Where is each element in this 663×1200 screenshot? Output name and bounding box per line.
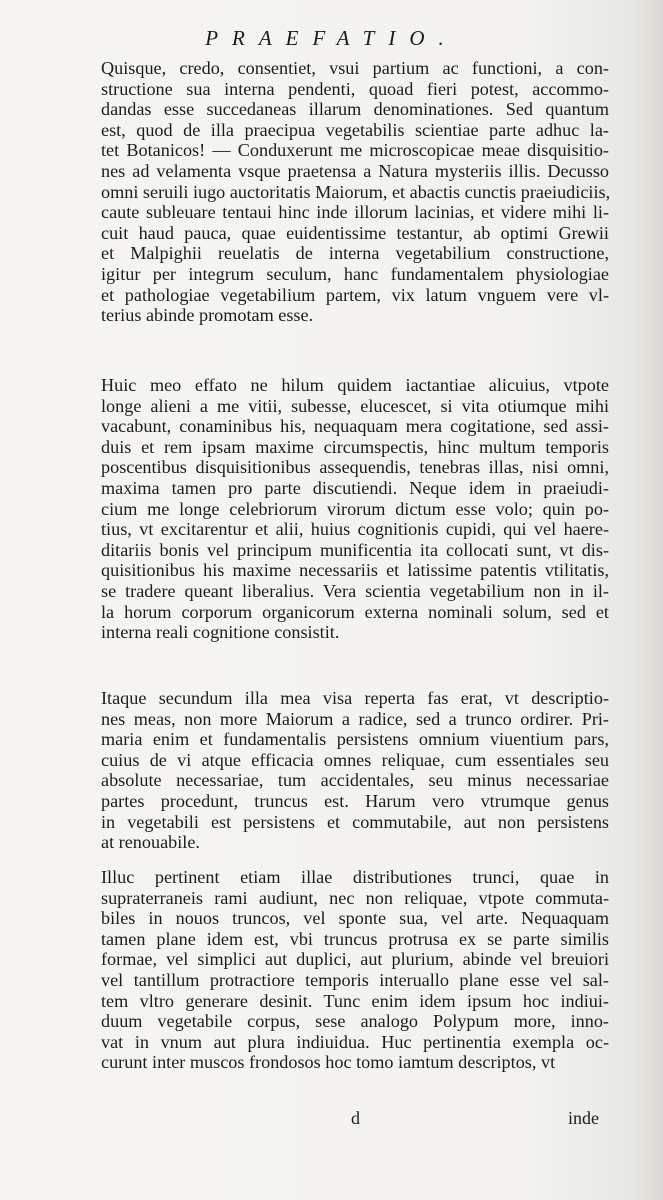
text-line: tet Botanicos! — Conduxerunt me microscopicae meae disquisitio- — [101, 140, 609, 161]
text-line: dandas esse succedaneas illarum denominationes. Sed quantum — [101, 99, 609, 120]
paragraph-1 — [101, 58, 609, 326]
text-line: supraterraneis rami audiunt, nec non reliquae, vtpote commuta- — [101, 887, 609, 908]
text-line: Huic meo effato ne hilum quidem iactantiae alicuius, vtpote — [101, 375, 609, 395]
text-line: la horum corporum organicorum externa nominali solum, sed et — [101, 601, 609, 622]
text-line: terius abinde promotam esse. — [101, 305, 314, 326]
text-line: vacabunt, conaminibus his, nequaquam mera cogitatione, sed assi- — [101, 416, 609, 437]
paragraph-4 — [101, 867, 609, 1073]
text-line: quisitionibus his maxime necessariis et latissime patentis vtilitatis, — [101, 560, 609, 581]
text-line: ditariis bonis vel principum munificentia ita collocati sunt, vt dis- — [101, 539, 609, 560]
text-line: est, quod de illa praecipua vegetabilis scientiae parte adhuc la- — [101, 119, 609, 140]
running-head: PRAEFATIO. — [205, 26, 458, 50]
text-line: et pathologiae vegetabilium partem, vix latum vnguem vere vl- — [101, 284, 609, 305]
text-line: longe alieni a me vitii, subesse, elucescet, si vita otiumque mihi — [101, 395, 609, 416]
text-line: Illuc pertinent etiam illae distributiones trunci, quae in — [101, 867, 609, 887]
signature-mark: d — [351, 1108, 360, 1128]
text-line: omni seruili iugo auctoritatis Maiorum, et abactis cunctis praeiudiciis, — [101, 181, 611, 202]
text-line: partes procedunt, truncus est. Harum vero vtrumque genus — [101, 790, 609, 811]
text-line: tem vltro generare desinit. Tunc enim idem ipsum hoc indiui- — [101, 990, 609, 1011]
text-line: duis et rem ipsam maxime circumspectis, hinc multum temporis — [101, 436, 609, 457]
text-line: nes ad velamenta vsque praetensa a Natura mysteriis illis. Decusso — [101, 160, 609, 181]
text-line: poscentibus disquisitionibus assequendis, tenebras illas, nisi omni, — [101, 457, 609, 478]
text-line: Quisque, credo, consentiet, vsui partium ac functioni, a con- — [101, 58, 609, 78]
text-line: vel tantillum protractiore temporis interuallo plane esse vel sal- — [101, 969, 609, 990]
text-line: vat in vnum aut plura indiuidua. Huc pertinentia exempla oc- — [101, 1031, 609, 1052]
text-line: igitur per integrum seculum, hanc fundamentalem physiologiae — [101, 263, 609, 284]
text-line: biles in nouos truncos, vel sponte sua, vel arte. Nequaquam — [101, 908, 609, 929]
paragraph-3 — [101, 688, 609, 853]
text-line: tius, vt excitarentur et alii, huius cognitionis cupidi, qui vel haere- — [101, 519, 609, 540]
text-line: curunt inter muscos frondosos hoc tomo iamtum descriptos, vt — [101, 1052, 556, 1073]
text-line: maxima tamen pro parte discutiendi. Neque idem in praeiudi- — [101, 477, 609, 498]
text-line: cuit haud pauca, quae euidentissime testantur, ab optimi Grewii — [101, 222, 609, 243]
text-line: in vegetabili est persistens et commutabile, aut non persistens — [101, 811, 609, 832]
text-line: at renouabile. — [101, 832, 200, 853]
text-line: cium me longe celebriorum virorum dictum esse volo; quin po- — [101, 498, 609, 519]
text-line: formae, vel simplici aut duplici, aut plurium, abinde vel breuiori — [101, 949, 609, 970]
text-line: structione sua interna pendenti, quoad fieri potest, accommo- — [101, 78, 609, 99]
text-line: se tradere queant liberalius. Vera scientia vegetabilium non in il- — [101, 580, 609, 601]
paragraph-2 — [101, 375, 609, 643]
text-line: Itaque secundum illa mea visa reperta fas erat, vt descriptio- — [101, 688, 609, 708]
text-line: et Malpighii reuelatis de interna vegetabilium constructione, — [101, 243, 609, 264]
text-line: nes meas, non more Maiorum a radice, sed a trunco ordirer. Pri- — [101, 708, 609, 729]
text-line: maria enim et fundamentalis persistens omnium viuentium pars, — [101, 729, 609, 750]
text-line: absolute necessariae, tum accidentales, seu minus necessariae — [101, 770, 609, 791]
catchword: inde — [568, 1108, 599, 1128]
text-line: tamen plane idem est, vbi truncus protrusa ex se parte similis — [101, 928, 609, 949]
text-line: interna reali cognitione consistit. — [101, 622, 340, 643]
text-line: cuius de vi atque efficacia omnes reliquae, cum essentiales seu — [101, 749, 609, 770]
text-line: duum vegetabile corpus, sese analogo Polypum more, inno- — [101, 1011, 609, 1032]
text-line: caute subleuare tentaui hinc inde illorum lacinias, et videre mihi li- — [101, 202, 609, 223]
